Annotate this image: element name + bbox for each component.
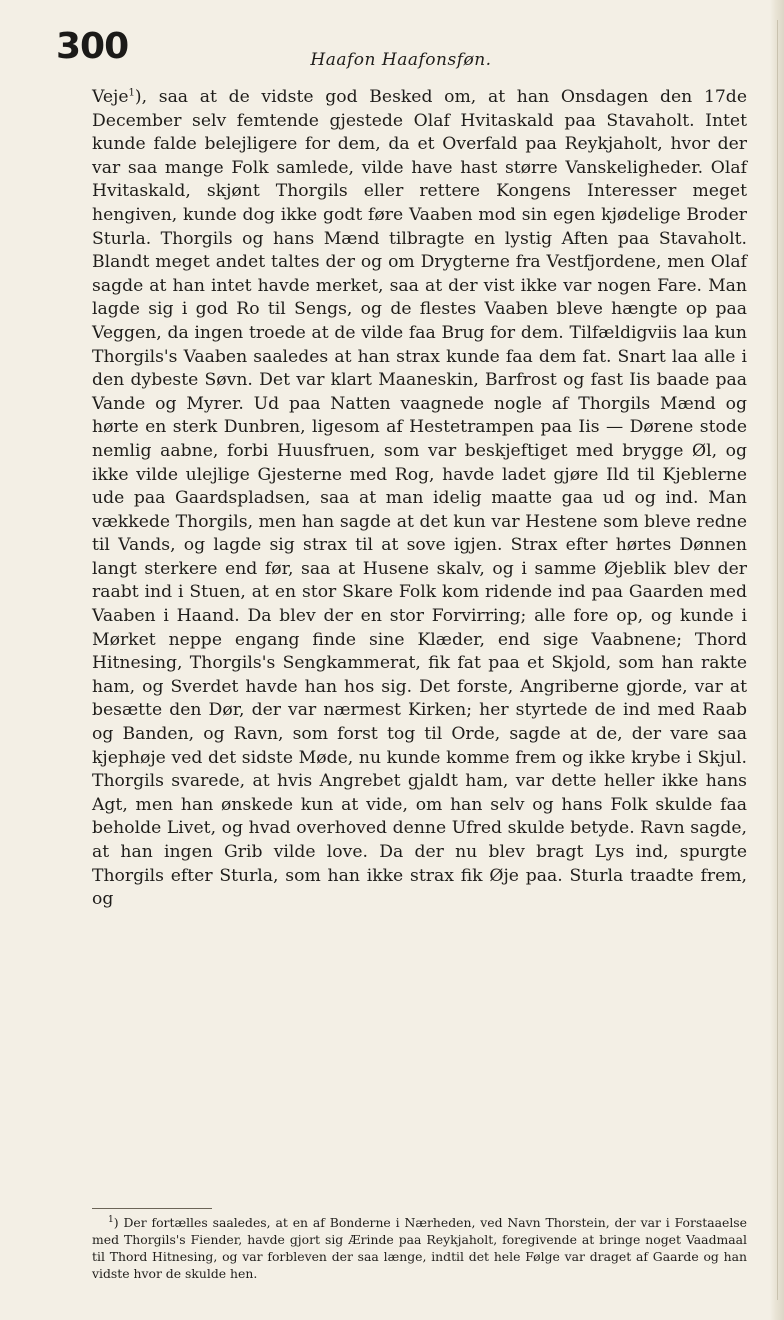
footnote (92, 1214, 747, 1282)
main-paragraph (92, 86, 747, 912)
footnote-reference: 1 (128, 87, 135, 99)
footnote-rule (92, 1208, 212, 1209)
footnote-text: ) Der fortælles saaledes, at en af Bonderne i Nærheden, ved Navn Thorstein, der var i Forstaaelse med Thorgils's Fiender, havde gjort sig Ærinde paa Reykjaholt, foregivende at bringe noget Vaadmaal til Thord Hitnesing, og var forbleven der saa længe, indtil det hele Følge var draget af Gaarde og han vidste hvor de skulde hen. (92, 1215, 747, 1281)
running-title: Haafon Haafonsføn. (310, 50, 492, 70)
page-edge-line (777, 20, 778, 1300)
body-text (92, 86, 747, 912)
page-header (56, 26, 746, 76)
paragraph-text: ), saa at de vidste god Besked om, at han Onsdagen den 17de December selv femtende gjestede Olaf Hvitaskald paa Stavaholt. Intet kunde falde belejligere for dem, da et Overfald paa Reykjaholt, hvor der var saa mange Folk samlede, vilde have hast større Vanskeligheder. Olaf Hvitaskald, skjønt Thorgils eller rettere Kongens Interesser meget hengiven, kunde dog ikke godt føre Vaaben mod sin egen kjødelige Broder Sturla. Thorgils og hans Mænd tilbragte en lystig Aften paa Stavaholt. Blandt meget andet taltes der og om Drygterne fra Vestfjordene, men Olaf sagde at han intet havde merket, saa at der vist ikke var nogen Fare. Man lagde sig i god Ro til Sengs, og de flestes Vaaben bleve hængte op paa Veggen, da ingen troede at de vilde faa Brug for dem. Tilfældigviis laa kun Thorgils's Vaaben saaledes at han strax kunde faa dem fat. Snart laa alle i den dybeste Søvn. Det var klart Maaneskin, Barfrost og fast Iis baade paa Vande og Myrer. Ud paa Natten vaagnede nogle af Thorgils Mænd og hørte en sterk Dunbren, ligesom af Hestetrampen paa Iis — Dørene stode nemlig aabne, forbi Huusfruen, som var beskjeftiget med brygge Øl, og ikke vilde ulejlige Gjesterne med Rog, havde ladet gjøre Ild til Kjeblerne ude paa Gaardspladsen, saa at man idelig maatte gaa ud og ind. Man vækkede Thorgils, men han sagde at det kun var Hestene som bleve redne til Vands, og lagde sig strax til at sove igjen. Strax efter hørtes Dønnen langt sterkere end før, saa at Husene skalv, og i samme Øjeblik blev der raabt ind i Stuen, at en stor Skare Folk kom ridende ind paa Gaarden med Vaaben i Haand. Da blev der en stor Forvirring; alle fore op, og kunde i Mørket neppe engang finde sine Klæder, end sige Vaabnene; Thord Hitnesing, Thorgils's Sengkammerat, fik fat paa et Skjold, som han rakte ham, og Sverdet havde han hos sig. Det forste, Angriberne gjorde, var at besætte den Dør, der var nærmest Kirken; her styrtede de ind med Raab og Banden, og Ravn, som forst tog til Orde, sagde at de, der vare saa kjephøje ved det sidste Møde, nu kunde komme frem og ikke krybe i Skjul. Thorgils svarede, at hvis Angrebet gjaldt ham, var dette heller ikke hans Agt, men han ønskede kun at vide, om han selv og hans Folk skulde faa beholde Livet, og hvad overhoved denne Ufred skulde betyde. Ravn sagde, at han ingen Grib vilde love. Da der nu blev bragt Lys ind, spurgte Thorgils efter Sturla, som han ikke strax fik Øje paa. Sturla traadte frem, og (92, 87, 747, 910)
page-number: 300 (56, 26, 129, 67)
footnote-marker: 1 (108, 1214, 114, 1225)
footnote-paragraph (92, 1214, 747, 1282)
paragraph-start: Veje (92, 87, 129, 107)
